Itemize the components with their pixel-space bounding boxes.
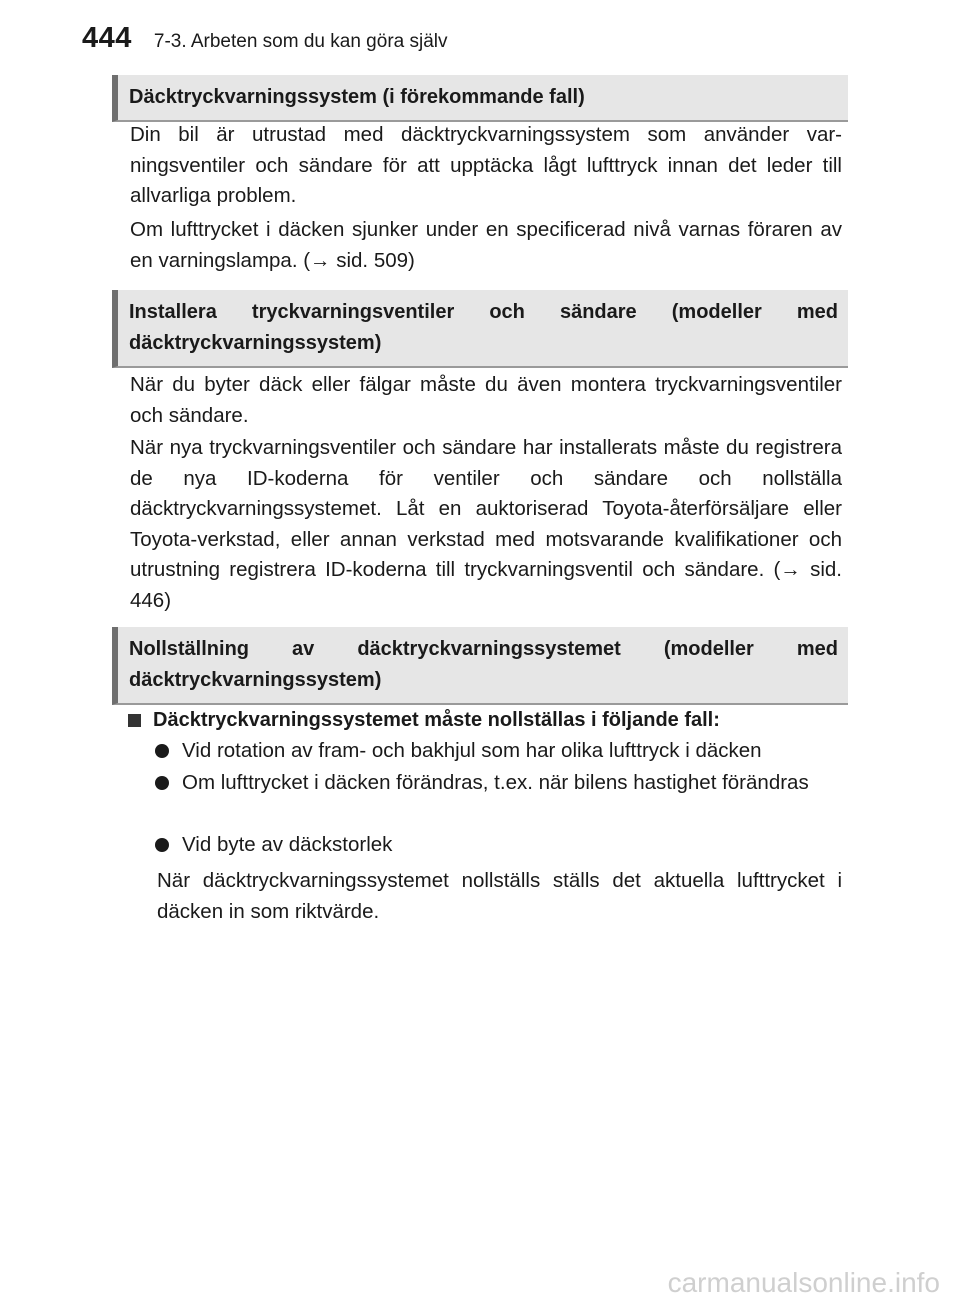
- paragraph-install-replace: När du byter däck eller fälgar måste du även montera tryckvarningsventiler och sändare.: [130, 373, 842, 427]
- section-heading-tpms: Däcktryckvarningssystem (i förekommande fall): [112, 75, 848, 122]
- subheading-reset-cases: [128, 705, 842, 735]
- list-item-text: Vid rotation av fram- och bakhjul som har olika lufttryck i däcken: [182, 739, 762, 762]
- paragraph-install-register: När nya tryckvarningsventiler och sändare har installerats måste du registrera de nya ID-koderna för ventiler och sändare och nollställa däcktryckvarningssystemet. Låt en auktoriserad Toyota-återförsäljare eller Toyota-verkstad, eller annan verkstad med motsvarande kvalifikationer och utrustning registrera ID-koderna till tryckvarningsventil och sändare. (→ sid. 446): [130, 436, 842, 612]
- paragraph-reset-note: När däcktryckvarningssystemet nollställs ställs det aktuella lufttrycket i däcken in som riktvärde.: [157, 869, 842, 923]
- chapter-title: 7-3. Arbeten som du kan göra själv: [153, 31, 448, 52]
- bullet-dot-icon: [155, 776, 169, 790]
- list-item: [155, 830, 842, 861]
- page-header: [82, 22, 448, 55]
- paragraph-tpms-warning: Om lufttrycket i däcken sjunker under en specificerad nivå varnas föraren av en varningslampa. (→ sid. 509): [130, 218, 842, 272]
- watermark: carmanualsonline.info: [667, 1267, 940, 1298]
- section-heading-install: Installera tryckvarningsventiler och sändare (modeller med däcktryckvarningssystem): [112, 290, 848, 368]
- list-item: [155, 768, 842, 799]
- bullet-dot-icon: [155, 744, 169, 758]
- section-heading-reset: Nollställning av däcktryckvarningssystemet (modeller med däcktryckvarningssystem): [112, 627, 848, 705]
- square-bullet-icon: [128, 714, 141, 727]
- list-item: [155, 736, 842, 767]
- subheading-reset-cases-text: Däcktryckvarningssystemet måste nollställas i följande fall:: [153, 709, 720, 731]
- bullet-dot-icon: [155, 838, 169, 852]
- list-item-text: Vid byte av däckstorlek: [182, 833, 393, 856]
- list-item-text: Om lufttrycket i däcken förändras, t.ex. när bilens hastighet förändras: [182, 771, 809, 794]
- paragraph-tpms-intro: Din bil är utrustad med däcktryckvarningssystem som använder varningsventiler och sändare för att upptäcka lågt lufttryck innan det leder till allvarliga problem.: [130, 123, 842, 207]
- page-number: 444: [82, 22, 132, 54]
